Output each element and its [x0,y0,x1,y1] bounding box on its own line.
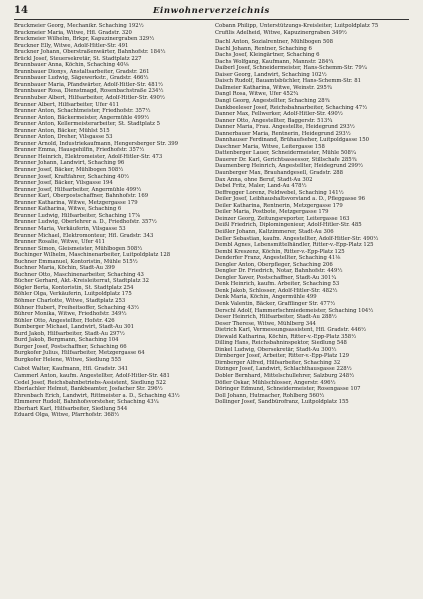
directory-entry: Danner Otto, Angestellter, Baggerstr. 513¾ [215,117,333,124]
directory-entry: Bumberger Michael, Landwirt, Stadt-Au 301 [14,324,134,331]
directory-entry: Dinkel Ludwig, Obersekretär, Stadt-Au 300½ [215,346,337,353]
directory-entry: Dallmeier Katharina, Witwe, Weinstr. 295¾ [215,84,332,91]
directory-entry: Dembl Agnes, Lebensmittelhändler, Ritter-v.-Epp-Platz 125 [215,242,374,249]
directory-entry: Dachl Anton, Sozialrentner, Mühlbogen 508 [215,39,333,46]
directory-entry: Brunnbauer Ludwig, Sägewerkstr., Gradstr. 466½ [14,75,149,82]
directory-entry: Brunnbauer Anna, Köchin, Schaching 40⅛ [14,62,129,69]
directory-entry: Daiser Georg, Landwirt, Schaching 102½ [215,71,327,78]
directory-entry: Brunner Maria, Verkäuferin, Vilsgasse 53 [14,225,126,232]
page-title: Einwohnerverzeichnis [152,6,270,16]
directory-entry: Dembl Kreszenz, Köchin, Ritter-v.-Epp-Platz 125 [215,248,345,255]
directory-entry: Debel Fritz, Maler, Land-Au 478½ [215,183,307,190]
directory-entry: Dollinger Josef, Sandbürofranz, Luitpoldplatz 155 [215,399,349,406]
directory-entry: Brunner Michael, Elektromonteur, Hfl. Gradstr. 343 [14,232,154,239]
directory-entry: Dachs Josef, Kleingärtner, Schaching 6 [215,52,320,59]
directory-entry: Brunner Katharina, Witwe, Schaching 6 [14,206,122,213]
directory-entry: Dax Anna, ohne Beruf, Stadt-Au 302 [215,176,313,183]
directory-entry: Bögler Berta, Kontoristin, St. Stadtplatz 254 [14,284,134,291]
directory-entry: Daumenberg Heinrich, Angestellter, Heidegrund 299½ [215,163,364,170]
directory-entry: Dannerbauer Maria, Rentnerin, Heidegrund 293½ [215,130,351,137]
directory-entry: Bruckmeier Georg, Mechanikr. Schaching 192½ [14,23,144,29]
directory-entry: Burger Josef, Postschaffner, Schaching 66 [14,343,127,350]
directory-entry: Buchner Emmanuel, Kontoristin, Mühle 515½ [14,258,138,265]
directory-entry: Dannhauser Ferdinand, Brühaufseher, Luitpoldgasse 150 [215,137,369,144]
directory-entry: Deser Heinrich, Hilfsarbeiter, Stadt-Au 288½ [215,314,337,321]
directory-entry: Dobler Bernhard, Mittelschullehrer, Salzburg 248½ [215,372,355,379]
directory-entry: Dattenberger Lauer, Schneidermeister, Mühle 508¼ [215,150,357,157]
directory-entry: Ehrenbach Erich, Landwirt, Rittmeister a. D., Schaching 43½ [14,392,180,399]
directory-entry: Brückl Josef, Steuersekretär, St. Stadtplatz 227 [14,55,142,62]
directory-entry: Deißler Johann, Kaltzimmerer, Stadt-Au 306 [215,228,334,235]
directory-entry: Böhmer Charlotte, Witwe, Stadtplatz 253 [14,297,126,304]
directory-entry: Buchner Maria, Köchin, Stadt-Au 399 [14,265,115,272]
directory-entry: Brunner Rosalie, Witwe, Ufer 411 [14,239,106,246]
directory-entry: Brunner Josef, Bäcker, Mühlbogen 508½ [14,167,124,174]
directory-entry: Brunner Anton, Bäckermeister, Angermühle 499½ [14,114,150,121]
directory-entry: Deißl Friedrich, Diplomingenieur, Adolf-Hitler-Str. 485 [215,222,362,229]
directory-entry: Eberlachler Helmut, Bankbeamter, Josfacher Str. 296½ [14,386,163,393]
directory-entry: Dankbeeleser Josef, Reichsbahnarbeiter, Schaching 47½ [215,104,368,111]
directory-entry: Dirnberger Alfred, Hilfsarbeiter, Schaching 32 [215,359,341,366]
directory-entry: Brunner Ludwig, Oberlehrer a. D., Friedhofstr. 357½ [14,219,157,226]
directory-entry: Derschl Adolf, Hammerlschmiedemeister, Schaching 104½ [215,307,374,314]
directory-entry: Danner Maria, Frau. Angestellte, Heidegrund 293½ [215,124,355,131]
directory-entry: Bruckner Elly, Witwe, Adolf-Hitler-Str. 491 [14,42,129,49]
directory-entry: Brunner Albert, Hilfsarbeiter, Ufer 411 [14,101,120,108]
directory-entry: Deiler Katharina, Rentnerin, Metzgergasse 179 [215,202,343,209]
directory-entry: Brunner Ludwig, Hilfsarbeiter, Schaching 17⅞ [14,212,141,219]
directory-entry: Buchinger Wilhelm, Maschinenarbeiter, Luitpoldplatz 128 [14,252,171,259]
right-column [215,23,408,419]
directory-entry: Burd Jakob, Hilfsarbeiter, Stadt-Au 297½ [14,330,125,337]
directory-columns [14,23,409,419]
directory-entry: Brunner Anton, Kellermeisterarbeiter, St. Stadtplatz 5 [14,121,160,128]
directory-entry: Cedel Josef, Reichsbahnbetriebs-Assistent, Siedlung 522 [14,379,166,386]
directory-entry: Brunner Simon, Gleismeister, Mühlbogen 508½ [14,245,143,252]
directory-entry: Eduard Olga, Witwe, Pfarrhofstr. 368½ [14,412,120,419]
page-number: 14 [14,5,28,16]
directory-entry: Döringer Edmund, Schneidermeister, Rosengasse 107 [215,386,361,393]
directory-entry: Denk Valentin, Bäcker, Grafflinger Str. 477½ [215,300,336,307]
directory-entry: Daunberger Max, Brauhandgesell, Gradstr. 288 [215,170,344,177]
directory-entry: Denk Heinrich, kaufm. Arbeiter, Schaching 53 [215,281,340,288]
directory-entry: Dietrich Karl, Vermessungsassistent, Hfl. Gradstr. 446½ [215,327,367,334]
directory-entry: Burgkofer Helene, Witwe, Siedlung 555 [14,356,122,363]
directory-entry: Elmmerer Rudolf, Bahnhofsvorsteher, Schaching 43¼ [14,399,159,406]
directory-entry: Bücher Gerhard, Akt.-Kreisleiterrat, Stadtplatz 32 [14,278,149,285]
directory-entry: Brunner Anton, Dreher, Vilsgasse 53 [14,134,113,141]
directory-entry: Deiler Josef, Leibhaushaltsvorstand a. D., Pfleggasse 96 [215,196,365,203]
directory-entry: Deser Therese, Witwe, Mühlberg 344 [215,320,316,327]
directory-entry: Deiler Maria, Postbote, Metzgergasse 179 [215,209,329,216]
directory-entry: Dachl Johann, Rentner, Schaching 6 [215,45,312,52]
directory-entry: Danner Max, Fellwerker, Adolf-Hitler-Str. 490½ [215,111,343,118]
directory-entry: Dengler Anton, Oberpfleger, Schaching 206 [215,261,333,268]
directory-entry: Dizinger Josef, Landwirt, Schlachthausgasse 228½ [215,366,352,373]
directory-entry: Dirnberger Josef, Arbeiter, Ritter-v.-Epp-Platz 129 [215,353,349,360]
directory-entry: Brunner Josef, Kraftfahrer, Schaching 40½ [14,173,130,180]
directory-entry: Bühler Otto, Angestellter, Hofstr. 426 [14,317,115,324]
directory-entry: Bruckner Johann, Oberstraßenwärter, Bahnhofstr. 184½ [14,49,166,56]
directory-entry: Deffregger Lorenz, Feldwebel, Schaching 141½ [215,189,344,196]
directory-entry: Böhler Olga, Verkäuferin, Luitpoldplatz 175 [14,291,132,298]
directory-entry: Daiberl Josef, Schneidermeister, Hans-Schemm-Str. 79¼ [215,65,367,72]
directory-entry: Bühner Hubert, Freiheitsoffer, Schaching 43½ [14,304,140,311]
directory-entry: Brunner Emma, Hausgehilfin, Friedhofstr. 357½ [14,147,145,154]
directory-entry: Brunnhuber Albert, Hilfsarbeiter, Adolf-Hitler-Str. 490½ [14,95,166,102]
directory-entry: Cobann Philipp, Unterstützungs-Kreisleiter, Luitpoldplatz 75 [215,23,379,29]
directory-entry: Cammerl Anton, kaufm. Angestellter, Adolf-Hitler-Str. 481 [14,372,170,379]
directory-entry: Dachs Wolfgang, Kaufmann, Mannstr. 284¾ [215,58,334,65]
directory-entry: Dangl Rosa, Witwe, Ufer 452¾ [215,91,299,98]
directory-entry: Crufilis Adelheid, Witwe, Kapuzinergraben 349½ [215,29,347,36]
directory-entry: Deinzer Georg, Zeitungsreporter, Leitergasse 163 [215,215,350,222]
directory-entry: Denderfer Franz, Angestellter, Schaching 41⅛ [215,255,341,262]
directory-entry: Daisch Rudolf, Bauamtsbüchler, Hans-Schemm-Str. 81 [215,78,361,85]
directory-entry: Dauerer Dr. Karl, Gerichtsassessor, Stillschafe 285¾ [215,156,357,163]
directory-entry: Brunnbauer Maria, Pfandwärter, Adolf-Hitler-Str. 481½ [14,81,164,88]
directory-entry: Cabot Walter, Kaufmann, Hfl. Gradstr. 341 [14,366,128,373]
directory-entry: Brunnbauer Rosa, Dienstmagd, Rosenbachstraße 234½ [14,88,164,95]
directory-entry: Brunner Josef, Hilfsarbeiter, Angermühle 499½ [14,186,142,193]
directory-entry: Dilling Hans, Reichsbahninspektor, Siedlung 548 [215,340,347,347]
directory-entry: Deller Sebastian, kaufm. Angestellter, Adolf-Hitler-Str. 490½ [215,235,379,242]
directory-entry: Dengler Xaver, Postschaffner, Stadt-Au 301¼ [215,274,337,281]
directory-entry: Dangl Georg, Angestellter, Schaching 28¾ [215,98,330,105]
directory-entry: Brunner Anton, Bäcker, Mühlst 515 [14,127,110,134]
directory-entry: Brunner Katharina, Witwe, Metzgergasse 179 [14,199,138,206]
directory-entry: Brunner Josef, Bäcker, Vilsgasse 194 [14,180,113,187]
directory-entry: Bührer Monika, Witwe, Friedhofstr. 349½ [14,311,127,318]
directory-entry: Brunner Anton, Schachtmeister, Friedhofstr. 357½ [14,108,151,115]
directory-entry: Brunner Heinrich, Elektromeister, Adolf-Hitler-Str. 473 [14,153,163,160]
directory-entry: Burd Jakob, Bergmann, Schaching 104 [14,337,119,344]
page-header [14,5,409,20]
directory-entry: Bruckmeier Maria, Witwe, Hfl. Gradstr. 320 [14,29,132,36]
directory-entry: Brunner Johann, Landwirt, Schaching 96 [14,160,125,167]
directory-entry: Denk Jakob, Schlosser, Adolf-Hitler-Str. 482½ [215,287,338,294]
directory-entry: Brunner Arnold, Industriekaufmann, Hengersberger Str. 399 [14,140,178,147]
directory-entry: Eberhart Karl, Hilfsarbeiter, Siedlung 544 [14,405,128,412]
directory-entry: Buchner Otto, Maschinenarbeiter, Schaching 43 [14,271,144,278]
directory-entry: Burgkofer Julius, Hilfsarbeiter, Metzgergasse 64 [14,350,145,357]
directory-entry: Brunner Karl, Oberpostschaffner, Bahnhofstr. 169 [14,193,149,200]
directory-entry: Döfler Oskar, Mühlschlosser, Angerstr. 496½ [215,379,336,386]
directory-entry: Daschner Maria, Witwe, Leitergasse 158 [215,143,325,150]
directory-entry: Bruckmeier Wilhelm, Brkpr, Kapuzinergraben 329½ [14,36,155,43]
left-column [14,23,207,419]
directory-entry: Diewald Katharina, Köchin, Ritter-v.-Epp-Platz 358½ [215,333,357,340]
directory-entry: Doll Johann, Hutmacher, Rohlberg 560½ [215,392,325,399]
directory-entry: Denk Maria, Köchin, Angermühle 499 [215,294,317,301]
directory-entry: Dengler Dr. Friedrich, Notar, Bahnhofstr. 449½ [215,268,343,275]
directory-entry: Brunnbauer Dionys, Anstaltsarbeiter, Gradstr. 261 [14,68,150,75]
